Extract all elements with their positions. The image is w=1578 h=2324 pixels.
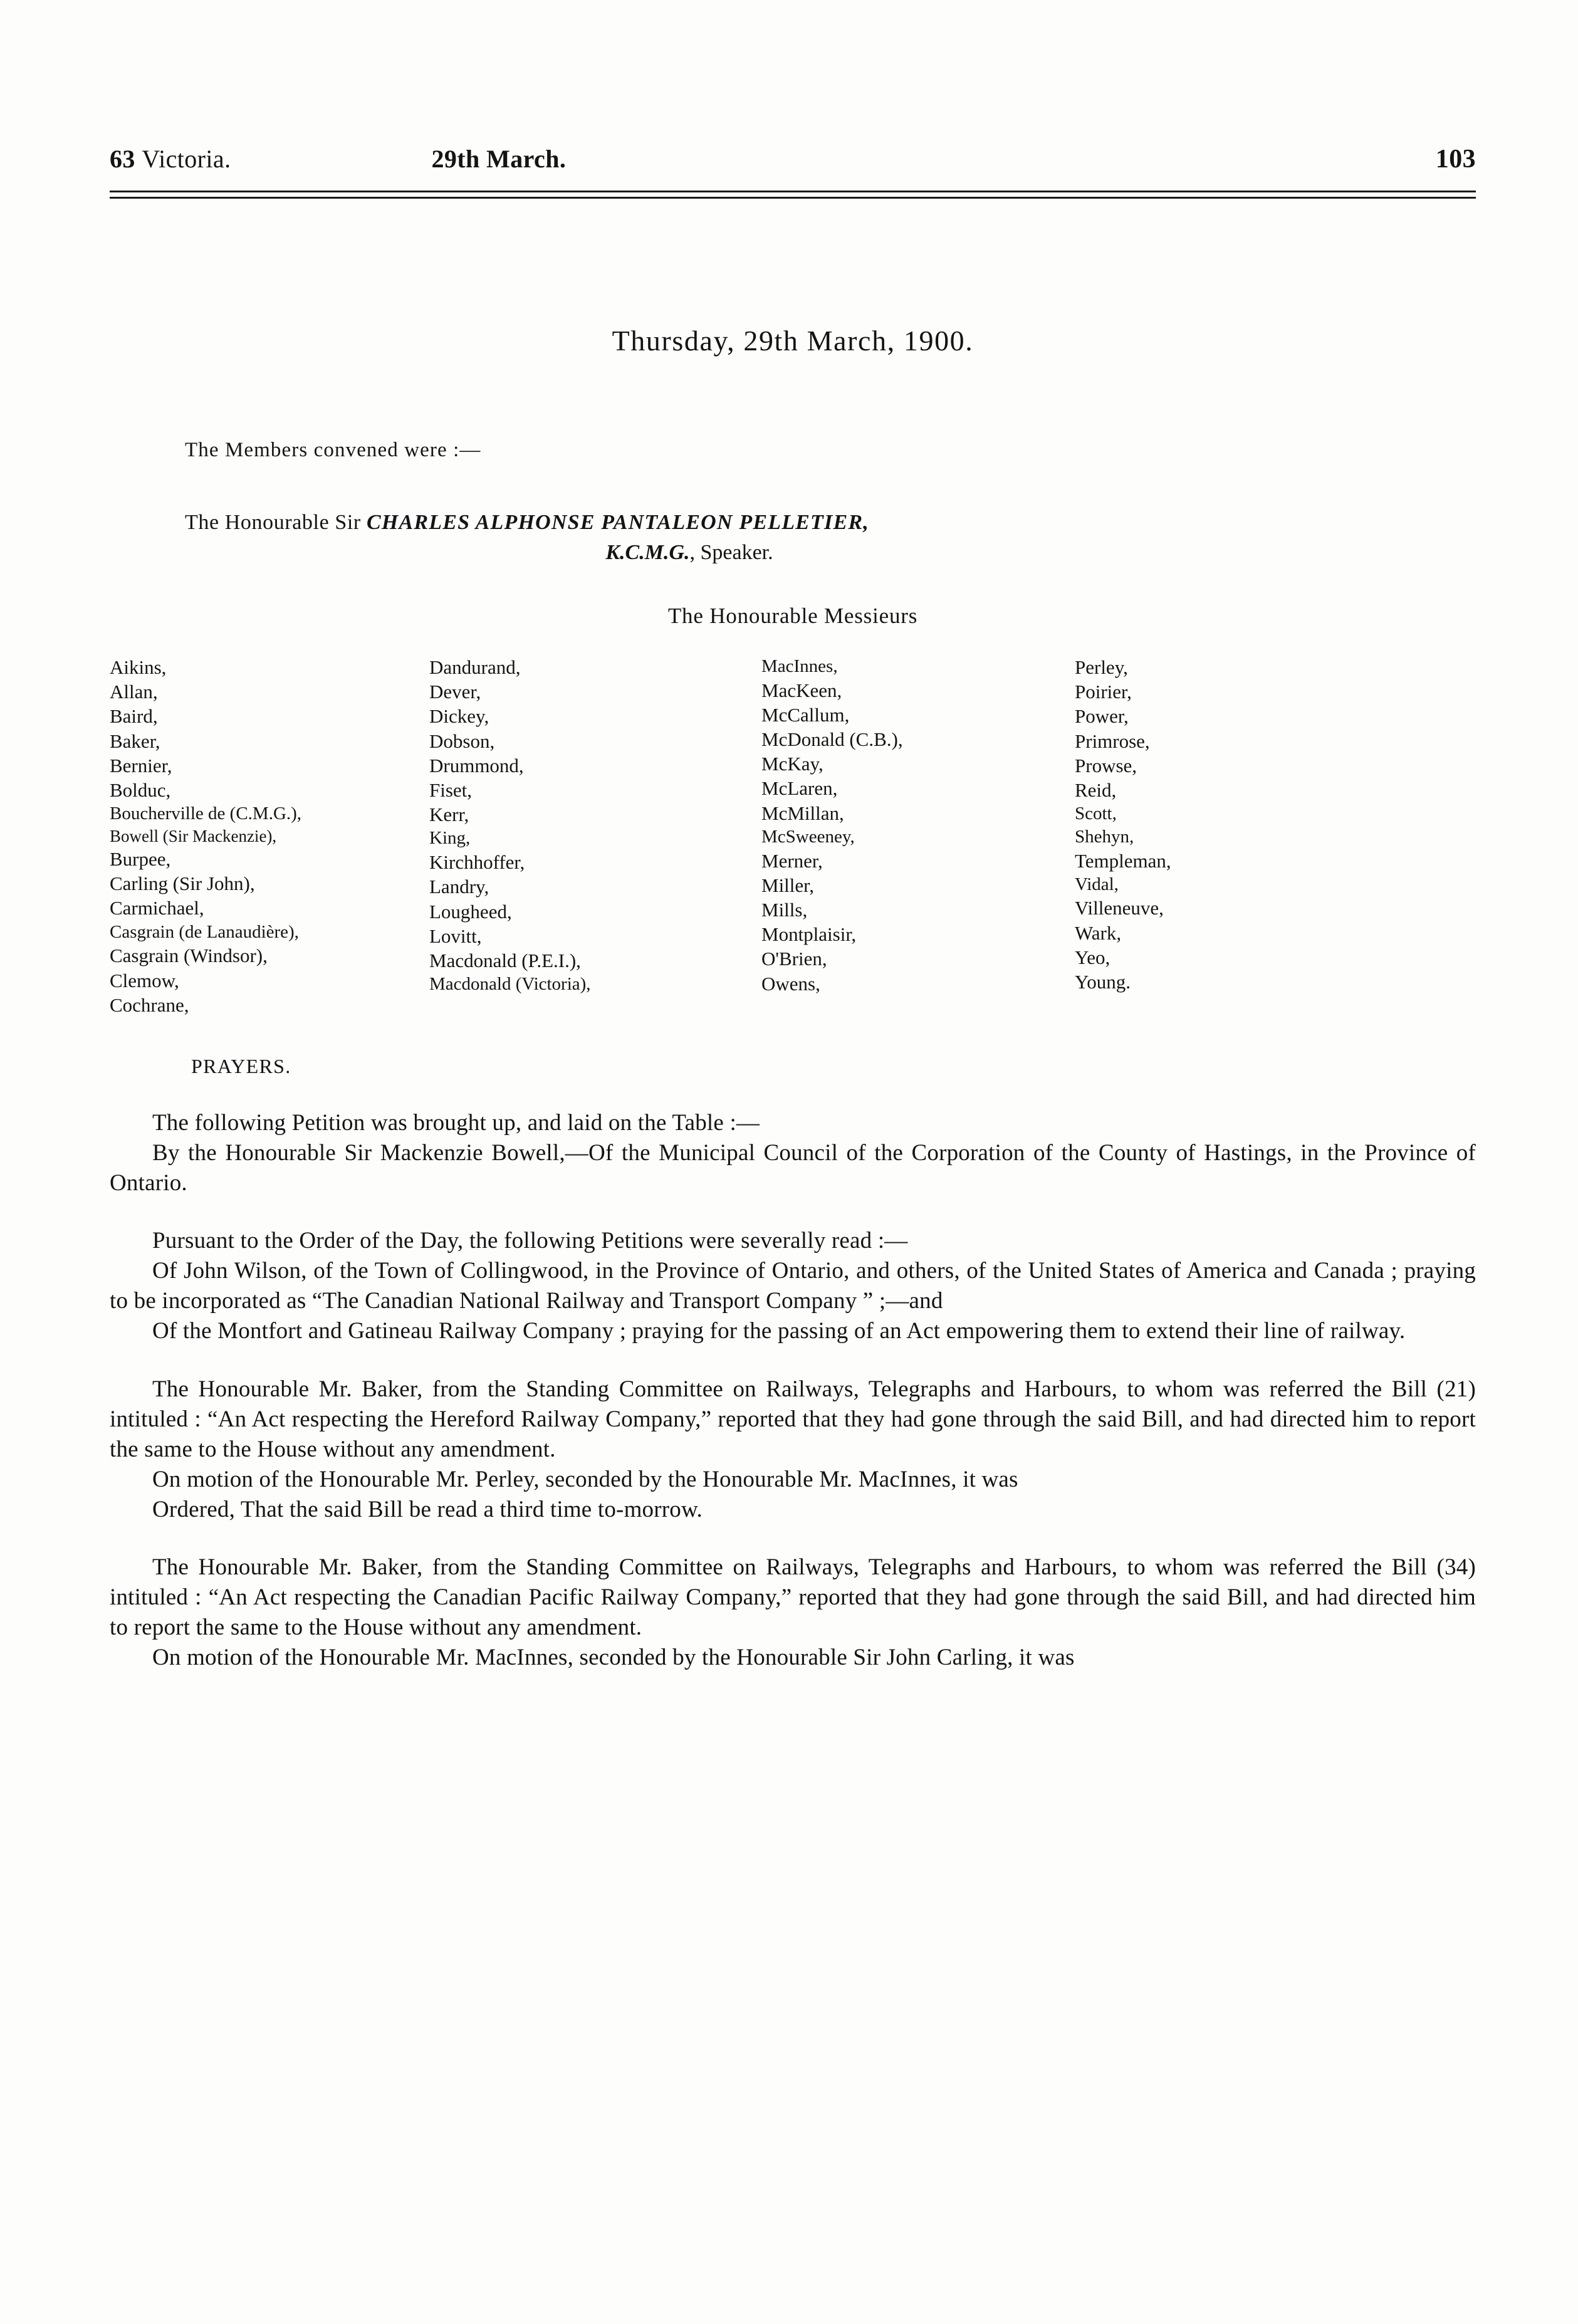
member-name: Scott, [1075, 803, 1117, 824]
page-number: 103 [1435, 145, 1476, 174]
member-name: Poirier, [1075, 681, 1132, 703]
member-name: McDonald (C.B.), [761, 728, 903, 751]
paragraph-cpr-report: The Honourable Mr. Baker, from the Standing Committee on Railways, Telegraphs and Harbours, to whom was referred the Bill (34) intituled : “An Act respecting the Canadian Pacific Railway Company,” reported that they had gone through the said Bill, and had directed him to report the same to the House without any amendment. [110, 1554, 1476, 1641]
member-name: Drummond, [429, 754, 524, 777]
member-name: Perley, [1075, 656, 1128, 678]
member-name: McMillan, [761, 802, 844, 824]
running-head [110, 144, 1476, 174]
messieurs-heading: The Honourable Messieurs [667, 604, 918, 628]
member-name: Carmichael, [110, 897, 204, 919]
member-name: Fiset, [429, 779, 473, 802]
member-name: Young. [1075, 971, 1131, 993]
members-column-4 [1075, 655, 1325, 1017]
member-name: Yeo, [1075, 946, 1110, 968]
member-name: Lougheed, [429, 900, 512, 923]
members-column-3 [761, 655, 1075, 1017]
member-name: Miller, [761, 874, 814, 896]
member-name: McSweeney, [761, 826, 855, 847]
member-name: MacInnes, [761, 656, 838, 676]
speaker-name: CHARLES ALPHONSE PANTALEON PELLETIER, [366, 511, 869, 534]
member-name: Dandurand, [429, 656, 521, 678]
member-name: Clemow, [110, 969, 179, 992]
member-name: Carling (Sir John), [110, 872, 255, 895]
body-text [110, 1108, 1476, 1673]
paragraph-motion-perley: On motion of the Honourable Mr. Perley, seconded by the Honourable Mr. MacInnes, it was [152, 1466, 1018, 1492]
member-name: Allan, [110, 681, 158, 703]
member-name: Templeman, [1075, 849, 1171, 872]
member-name: O'Brien, [761, 948, 827, 970]
member-name: Power, [1075, 705, 1129, 728]
member-name: Kerr, [429, 803, 469, 826]
members-column-2 [429, 655, 761, 1017]
member-name: Casgrain (Windsor), [110, 945, 268, 967]
member-name: Mills, [761, 898, 808, 921]
speaker-subline [110, 541, 1476, 565]
member-name: Bolduc, [110, 779, 171, 802]
header-rule [110, 191, 1476, 199]
member-name: Burpee, [110, 848, 171, 871]
member-name: Landry, [429, 876, 489, 898]
members-convened-line: The Members convened were :— [185, 439, 481, 461]
speaker-titles: K.C.M.G. [605, 541, 690, 564]
member-name: McCallum, [761, 703, 850, 726]
prayers-heading: PRAYERS. [191, 1054, 291, 1077]
session-number: 63 [110, 145, 135, 173]
paragraph-ordered-third-reading: Ordered, That the said Bill be read a third time to-morrow. [152, 1496, 703, 1522]
paragraph-montfort-gatineau: Of the Montfort and Gatineau Railway Company ; praying for the passing of an Act empowering them to extend their line of railway. [152, 1318, 1406, 1344]
member-name: Merner, [761, 849, 823, 872]
member-name: McKay, [761, 753, 823, 775]
member-name: Lovitt, [429, 924, 482, 947]
member-name: Cochrane, [110, 993, 189, 1016]
member-name: Reid, [1075, 779, 1117, 802]
member-name: Bowell (Sir Mackenzie), [110, 826, 277, 845]
paragraph-motion-macinnes: On motion of the Honourable Mr. MacInnes, seconded by the Honourable Sir John Carling, it was [152, 1645, 1075, 1671]
member-name: Boucherville de (C.M.G.), [110, 803, 302, 824]
paragraph-john-wilson: Of John Wilson, of the Town of Collingwood, in the Province of Ontario, and others, of the United States of America and Canada ; praying to be incorporated as “The Canadian National Railway and Transport Company ” ;—and [110, 1258, 1476, 1314]
paragraph-petition-intro: The following Petition was brought up, and laid on the Table :— [152, 1109, 760, 1136]
member-name: Owens, [761, 972, 820, 995]
member-name: Macdonald (P.E.I.), [429, 949, 581, 971]
member-name: Primrose, [1075, 730, 1150, 752]
member-name: Wark, [1075, 921, 1122, 944]
member-name: Dever, [429, 681, 481, 703]
member-name: Villeneuve, [1075, 897, 1164, 919]
member-name: King, [429, 828, 471, 849]
member-name: Aikins, [110, 656, 167, 678]
running-head-date: 29th March. [431, 145, 567, 173]
page-title: Thursday, 29th March, 1900. [612, 325, 974, 357]
member-name: Vidal, [1075, 874, 1119, 894]
member-name: MacKeen, [761, 679, 842, 701]
members-list [110, 655, 1476, 1017]
member-name: Baird, [110, 705, 158, 728]
member-name: Montplaisir, [761, 923, 857, 946]
member-name: Casgrain (de Lanaudière), [110, 921, 299, 942]
member-name: McLaren, [761, 777, 838, 800]
speaker-prefix: The Honourable Sir [185, 511, 361, 534]
paragraph-petition-bowell: By the Honourable Sir Mackenzie Bowell,—Of the Municipal Council of the Corporation of the County of Hastings, in the Province of Ontario. [110, 1140, 1476, 1196]
members-column-1 [110, 655, 429, 1017]
running-head-left [110, 144, 231, 174]
member-name: Bernier, [110, 754, 172, 777]
member-name: Shehyn, [1075, 826, 1134, 847]
monarch-name: Victoria. [142, 145, 231, 173]
page-content [110, 144, 1476, 1673]
paragraph-order-of-day: Pursuant to the Order of the Day, the following Petitions were severally read :— [152, 1228, 908, 1254]
member-name: Prowse, [1075, 754, 1137, 777]
speaker-line [185, 511, 1476, 535]
paragraph-hereford-report: The Honourable Mr. Baker, from the Standing Committee on Railways, Telegraphs and Harbours, to whom was referred the Bill (21) intituled : “An Act respecting the Hereford Railway Company,” reported that they had gone through the said Bill, and had directed him to report the same to the House without any amendment. [110, 1376, 1476, 1462]
member-name: Baker, [110, 730, 160, 752]
member-name: Dobson, [429, 730, 495, 752]
speaker-role: , Speaker. [689, 541, 773, 564]
member-name: Macdonald (Victoria), [429, 974, 591, 995]
member-name: Kirchhoffer, [429, 851, 525, 874]
member-name: Dickey, [429, 705, 489, 728]
